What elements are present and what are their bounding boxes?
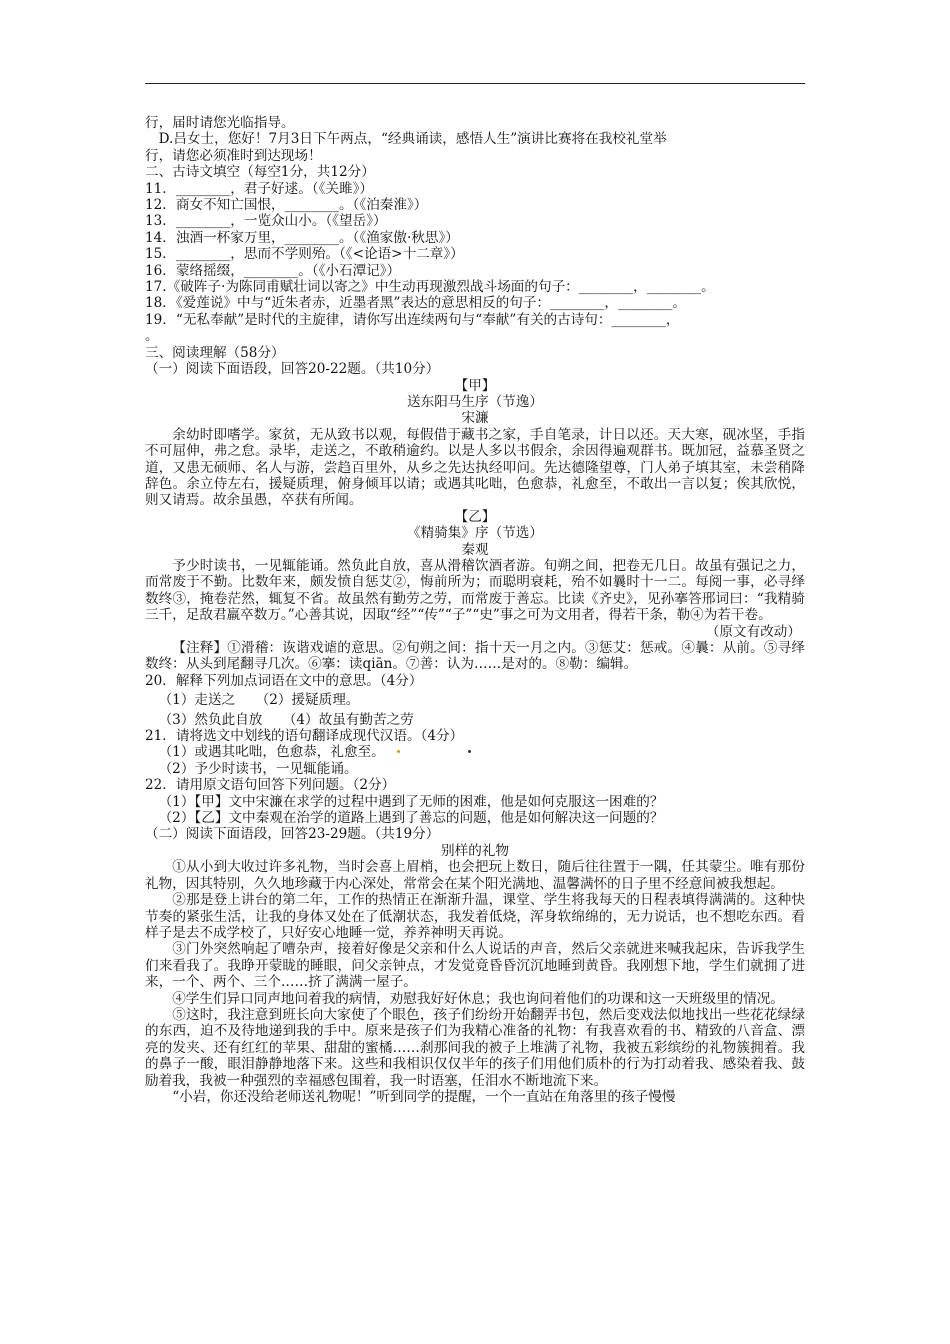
essay-paragraph: ①从小到大收过许多礼物，当时会喜上眉梢，也会把玩上数日，随后往往置于一隅，任其蒙尘。唯有那份礼物，因其特别，久久地珍藏于内心深处，常常会在某个阳光满地、温馨满怀的日子里不经意间被我想起。 [145, 859, 805, 892]
question-17: 17.《破阵子·为陈同甫赋壮词以寄之》中生动再现激烈战斗场面的句子：________，________。 [145, 279, 715, 296]
passage-title: 《精骑集》序（节选） [407, 525, 543, 542]
source-note: （原文有改动） [705, 623, 801, 640]
question-22: 22．请用原文语句回答下列问题。（2分） [145, 777, 396, 794]
question-20: 20．解释下列加点词语在文中的意思。（4分） [145, 672, 423, 689]
passage-title: 送东阳马生序（节逸） [407, 393, 543, 410]
section-heading: 三、阅读理解（58分） [145, 344, 285, 361]
question-16: 16．蒙络摇缀，________。（《小石潭记》） [145, 262, 401, 279]
question-21-item: （2）予少时读书，一见辄能诵。 [158, 760, 358, 777]
question-15: 15．________，思而不学则殆。（《<论语>十二章》） [145, 246, 464, 263]
question-20-items: （1）走送之 （2）援疑质理。 [158, 692, 360, 709]
essay-paragraph: ⑤这时，我注意到班长向大家使了个眼色，孩子们纷纷开始翻弄书包，然后变戏法似地找出一些花花绿绿的东西，迫不及待地递到我的手中。原来是孩子们为我精心准备的礼物：有我喜欢看的书、精致的八音盒、漂亮的发夹、还有红红的苹果、甜甜的蜜橘……刹那间我的被子上堆满了礼物，我被五彩缤纷的礼物簇拥着。我的鼻子一酸，眼泪静静地落下来。这些和我相识仅仅半年的孩子们用他们质朴的行为打动着我、感染着我、鼓励着我，我被一种强烈的幸福感包围着，我一时语塞，任泪水不断地流下来。 [145, 1006, 805, 1089]
essay-paragraph: ③门外突然响起了嘈杂声，接着好像是父亲和什么人说话的声音，然后父亲就进来喊我起床，告诉我学生们来看我了。我睁开蒙眬的睡眼，问父亲钟点，才发觉竟昏昏沉沉地睡到黄昏。我刚想下地，学生们就拥了进来，一个、两个、三个……挤了满满一屋子。 [145, 941, 805, 991]
passage-paragraph: 余幼时即嗜学。家贫，无从致书以观，每假借于藏书之家，手自笔录，计日以还。天大寒，砚冰坚，手指不可屈伸，弗之怠。录毕，走送之，不敢稍逾约。以是人多以书假余，余因得遍观群书。既加冠，益慕圣贤之道，又患无硕师、名人与游，尝趋百里外，从乡之先达执经叩问。先达德隆望尊，门人弟子填其室，未尝稍降辞色。余立侍左右，援疑质理，俯身倾耳以请；或遇其叱咄，色愈恭，礼愈至，不敢出一言以复；俟其欣悦，则又请焉。故余虽愚，卒获有所闻。 [145, 426, 805, 509]
section-heading: 二、古诗文填空（每空1分，共12分） [145, 164, 375, 181]
option-d: D.吕女士，您好！7月3日下午两点，“经典诵读，感悟人生”演讲比赛将在我校礼堂举 [158, 131, 667, 148]
passage-author: 秦观 [461, 541, 489, 558]
subsection-heading: （一）阅读下面语段，回答20-22题。（共10分） [145, 361, 440, 378]
emphasis-dot [397, 750, 400, 753]
essay-paragraph: ④学生们异口同声地问着我的病情，劝慰我好好休息；我也询问着他们的功课和这一天班级里的情况。 [172, 990, 784, 1007]
question-11: 11．________，君子好逑。（《关雎》） [145, 180, 373, 197]
passage-paragraph: 予少时读书，一见辄能诵。然负此自放，喜从滑稽饮酒者游。旬朔之间，把卷无几日。故虽有强记之力，而常废于不勤。比数年来，颇发愤自惩艾②，悔前所为；而聪明衰耗，殆不如曩时十一二。每阅一事，必寻绎数终③，掩卷茫然，辄复不省。故虽然有勤劳之劳，而常废于善忘。比读《齐史》，见孙搴答邢词曰：“我精骑三千，足敌君羸卒数万。”心善其说，因取“经”“传”“子”“史”事之可为文用者，得若干条，勒④为若干卷。 [145, 557, 805, 624]
essay-title: 别样的礼物 [441, 842, 509, 859]
passage-author: 宋濂 [461, 410, 489, 427]
question-18: 18．《爱莲说》中与“近朱者赤，近墨者黑”表达的意思相反的句子：________，________。 [145, 295, 686, 312]
question-21: 21．请将选文中划线的语句翻译成现代汉语。（4分） [145, 728, 464, 745]
document-page [145, 115, 805, 1105]
question-22-item: （2）【乙】文中秦观在治学的道路上遇到了善忘的问题，他是如何解决这一问题的？ [158, 810, 664, 827]
annotations: 【注释】①滑稽：诙谐戏谑的意思。②旬朔之间：指十天一月之内。③惩艾：惩戒。④曩：从前。⑤寻绎数终：从头到尾翻寻几次。⑥搴：读qiān。⑦善：认为……是对的。⑧勒：编辑。 [145, 640, 805, 673]
question-21-item: （1）或遇其叱咄，色愈恭，礼愈至。 [158, 744, 385, 761]
header-rule [145, 83, 805, 84]
question-22-item: （1）【甲】文中宋濂在求学的过程中遇到了无师的困难，他是如何克服这一困难的？ [158, 793, 664, 810]
question-13: 13．________，一览众山小。（《望岳》） [145, 213, 387, 230]
text-line: 行，届时请您光临指导。 [145, 115, 295, 131]
passage-label-yi: 【乙】 [454, 508, 496, 525]
subsection-heading: （二）阅读下面语段，回答23-29题。（共19分） [145, 826, 440, 843]
text-line: 行，请您必须准时到达现场！ [145, 147, 322, 164]
essay-paragraph: “小岩，你还没给老师送礼物呢！”听到同学的提醒，一个一直站在角落里的孩子慢慢 [172, 1088, 676, 1105]
question-14: 14．浊酒一杯家万里，________。（《渔家傲·秋思》） [145, 229, 459, 246]
question-12: 12．商女不知亡国恨，________。（《泊秦淮》） [145, 197, 428, 214]
text-line: 。 [145, 328, 159, 345]
question-19: 19．“无私奉献”是时代的主旋律，请你写出连续两句与“奉献”有关的古诗句：________， [145, 311, 680, 328]
emphasis-dot [468, 750, 471, 753]
passage-label-jia: 【甲】 [454, 377, 496, 394]
question-20-items: （3）然负此自放 （4）故虽有勤苦之劳 [158, 711, 414, 728]
essay-paragraph: ②那是登上讲台的第二年，工作的热情正在渐渐升温，课堂、学生将我每天的日程表填得满满的。这种快节奏的紧张生活，让我的身体又处在了低潮状态，我发着低烧，浑身软绵绵的，无力说话，也不想吃东西。看样子是去不成学校了，只好安心地睡一觉，养养神明天再说。 [145, 892, 805, 941]
